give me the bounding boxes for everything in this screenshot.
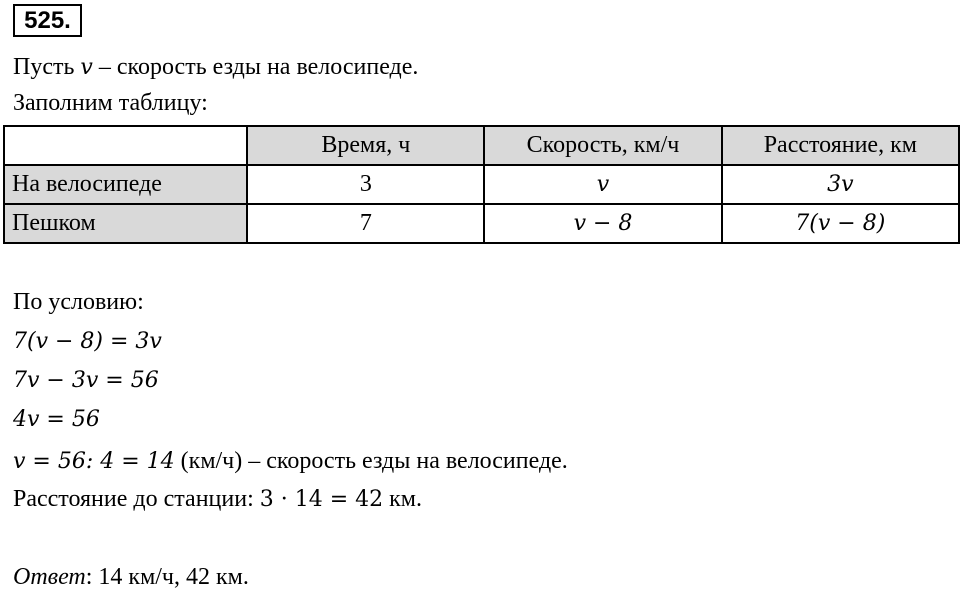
let-variable: v xyxy=(80,55,93,80)
answer-line xyxy=(13,562,249,592)
answer-label: Ответ xyxy=(13,564,86,590)
row-label: Пешком xyxy=(4,204,247,243)
table-cell: 7(v − 8) xyxy=(722,204,959,243)
problem-number: 525. xyxy=(13,4,82,37)
distance-unit: км. xyxy=(383,486,422,512)
by-condition-line: По условию: xyxy=(13,289,144,315)
equation-3: 4v = 56 xyxy=(13,407,100,432)
equation-4-text: (км/ч) – скорость езды на велосипеде. xyxy=(174,448,568,474)
let-prefix: Пусть xyxy=(13,54,81,80)
table-header-cell: Скорость, км/ч xyxy=(484,126,721,165)
intro-let-line xyxy=(13,52,418,83)
table-cell: 7 xyxy=(247,204,484,243)
row-label: На велосипеде xyxy=(4,165,247,204)
equation-4-line xyxy=(13,446,568,477)
equation-1: 7(v − 8) = 3v xyxy=(13,329,162,354)
table-cell: v xyxy=(484,165,721,204)
equation-2: 7v − 3v = 56 xyxy=(13,368,159,393)
answer-value: : 14 км/ч, 42 км. xyxy=(85,564,249,590)
table-row xyxy=(4,165,959,204)
table-row xyxy=(4,204,959,243)
table-cell: 3 xyxy=(247,165,484,204)
table-header-cell: Расстояние, км xyxy=(722,126,959,165)
distance-text: Расстояние до станции: xyxy=(13,486,260,512)
table-header-row xyxy=(4,126,959,165)
equation-4-math: v = 56: 4 = 14 xyxy=(13,449,175,474)
table-cell: 3v xyxy=(722,165,959,204)
distance-math: 3 · 14 = 42 xyxy=(259,487,384,512)
table-header-cell: Время, ч xyxy=(247,126,484,165)
table-cell: v − 8 xyxy=(484,204,721,243)
fill-table-line: Заполним таблицу: xyxy=(13,90,208,116)
let-suffix: – скорость езды на велосипеде. xyxy=(92,54,419,80)
distance-line xyxy=(13,484,422,515)
table-header-cell xyxy=(4,126,247,165)
data-table xyxy=(3,125,960,244)
